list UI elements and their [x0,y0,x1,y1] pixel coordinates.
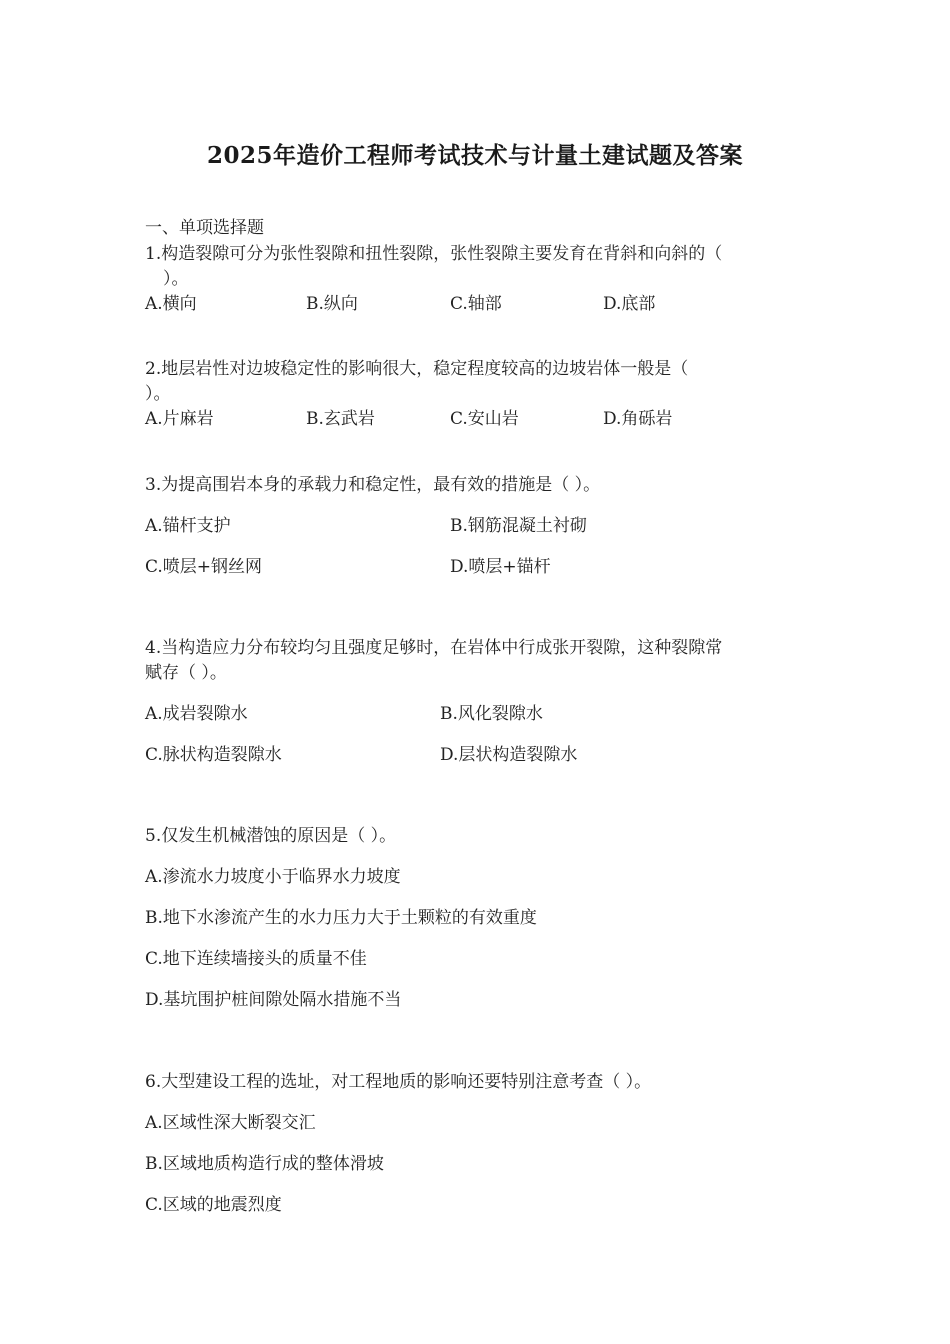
question-3-option-d: D.喷层+锚杆 [450,557,551,577]
question-5-option-d: D.基坑围护桩间隙处隔水措施不当 [145,990,402,1010]
question-4-option-b: B.风化裂隙水 [440,704,543,724]
question-3-stem: 3.为提高围岩本身的承载力和稳定性，最有效的措施是（ ）。 [145,475,601,495]
question-6-option-b: B.区域地质构造行成的整体滑坡 [145,1154,384,1174]
question-6-stem: 6.大型建设工程的选址，对工程地质的影响还要特别注意考查（ ）。 [145,1072,652,1092]
question-1-option-c: C.轴部 [450,294,502,314]
section-heading: 一、单项选择题 [145,218,264,238]
question-2-option-d: D.角砾岩 [603,409,673,429]
question-5-stem: 5.仅发生机械潜蚀的原因是（ ）。 [145,826,397,846]
question-2-option-a: A.片麻岩 [145,409,214,429]
question-3-option-b: B.钢筋混凝土衬砌 [450,516,587,536]
question-1-option-d: D.底部 [603,294,656,314]
question-2-stem: 2.地层岩性对边坡稳定性的影响很大，稳定程度较高的边坡岩体一般是（ [145,359,689,379]
document-title: 2025年造价工程师考试技术与计量土建试题及答案 [206,142,743,169]
question-4-option-d: D.层状构造裂隙水 [440,745,578,765]
question-4-stem-cont: 赋存（ ）。 [145,663,227,683]
question-1-option-a: A.横向 [145,294,197,314]
question-5-option-b: B.地下水渗流产生的水力压力大于土颗粒的有效重度 [145,908,537,928]
question-6-option-c: C.区域的地震烈度 [145,1195,282,1215]
question-1-stem-cont: ）。 [163,269,189,289]
question-3-option-c: C.喷层+钢丝网 [145,557,263,577]
question-2-option-b: B.玄武岩 [306,409,375,429]
question-4-option-c: C.脉状构造裂隙水 [145,745,282,765]
question-3-option-a: A.锚杆支护 [145,516,231,536]
question-5-option-c: C.地下连续墙接头的质量不佳 [145,949,367,969]
question-2-option-c: C.安山岩 [450,409,519,429]
question-6-option-a: A.区域性深大断裂交汇 [145,1113,316,1133]
question-2-stem-cont: ）。 [145,384,171,404]
question-1-option-b: B.纵向 [306,294,358,314]
question-5-option-a: A.渗流水力坡度小于临界水力坡度 [145,867,401,887]
question-4-option-a: A.成岩裂隙水 [145,704,248,724]
question-4-stem: 4.当构造应力分布较均匀且强度足够时，在岩体中行成张开裂隙，这种裂隙常 [145,638,723,658]
question-1-stem: 1.构造裂隙可分为张性裂隙和扭性裂隙，张性裂隙主要发育在背斜和向斜的（ [145,244,723,264]
